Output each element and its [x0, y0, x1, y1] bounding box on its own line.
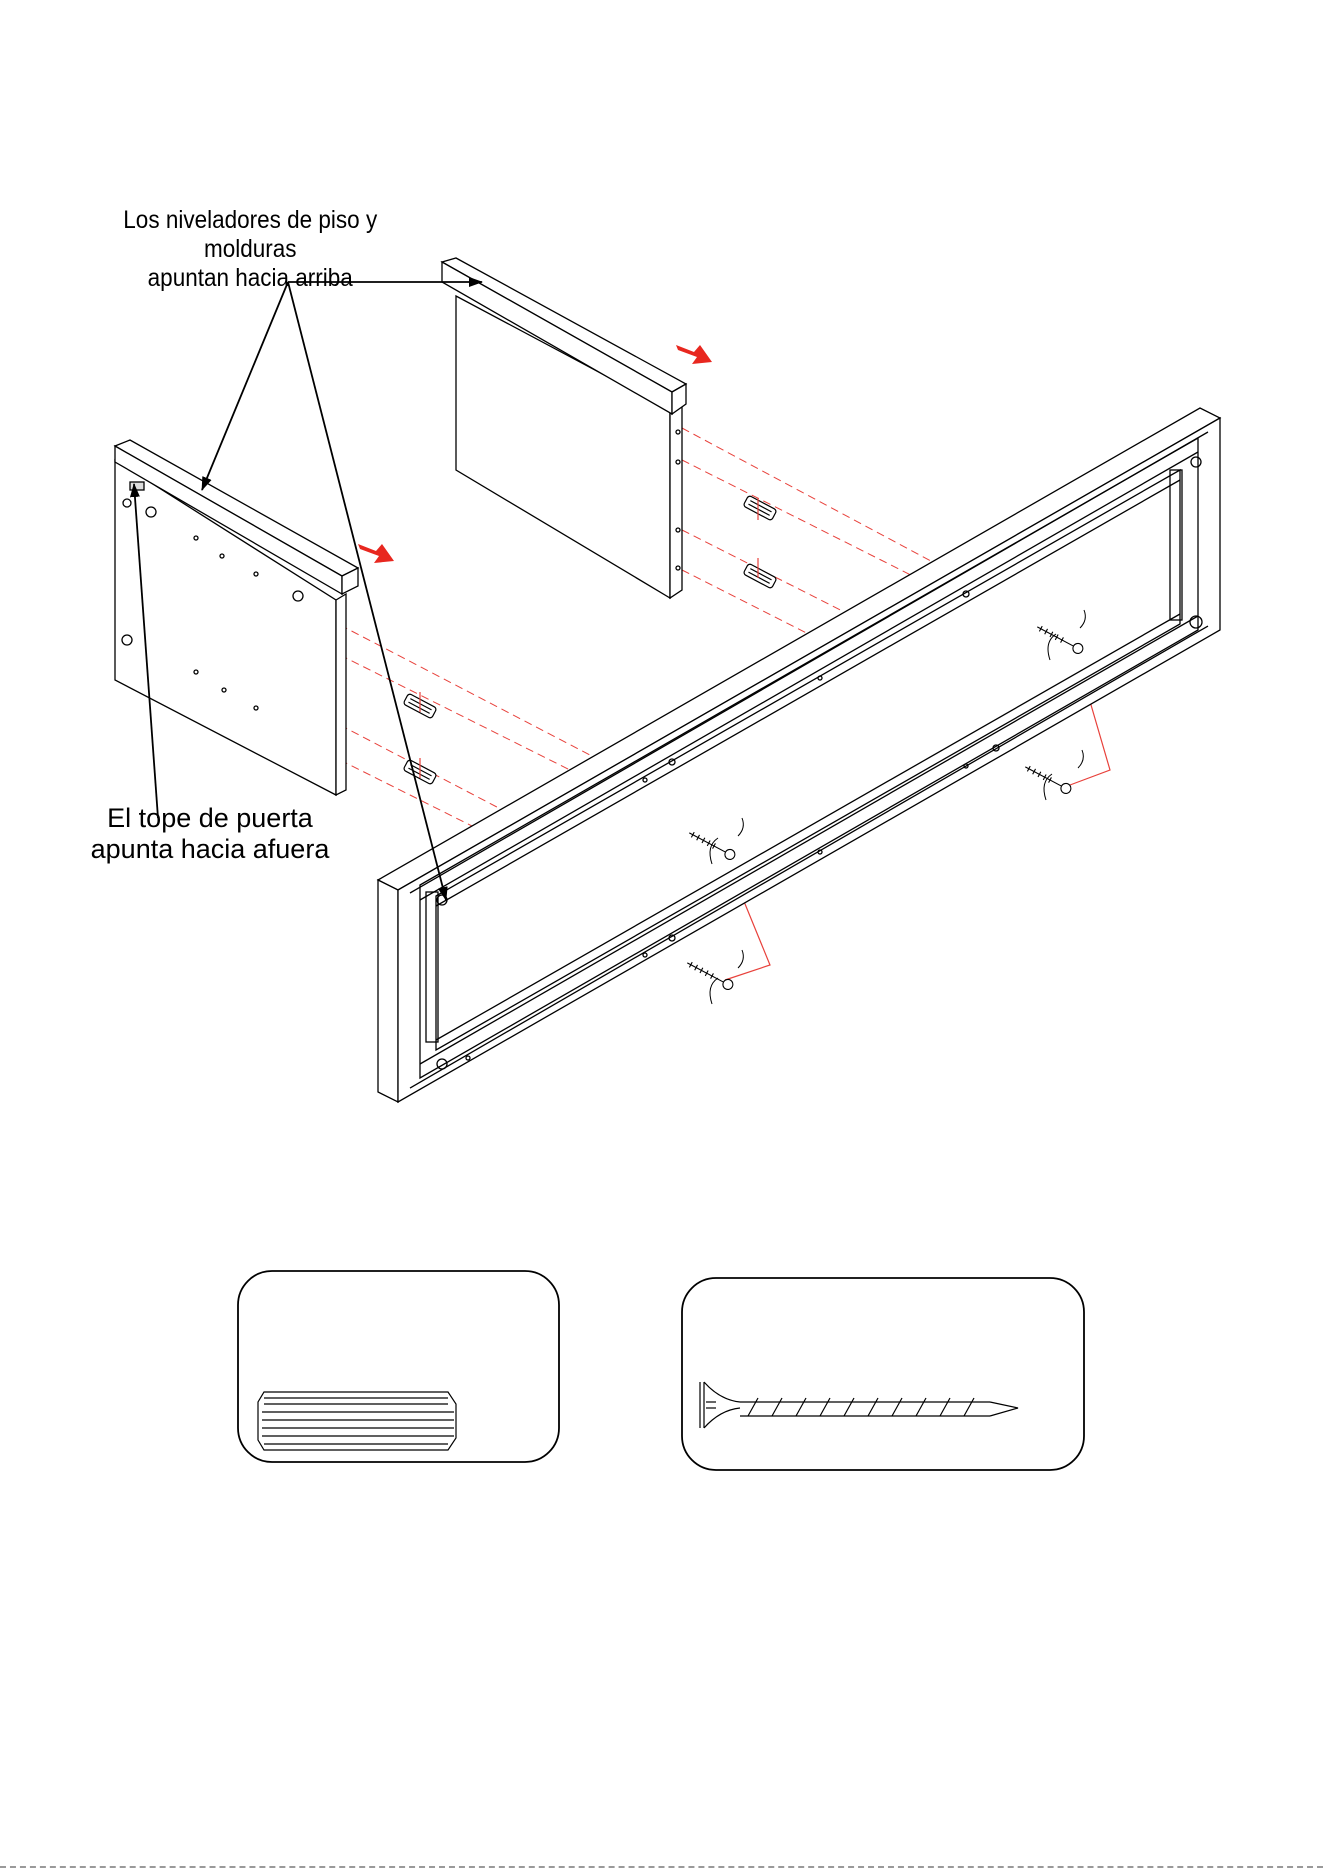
hardware-box-dowel: [238, 1271, 559, 1462]
base-frame: [378, 408, 1220, 1102]
dowel-icon: [258, 1392, 456, 1450]
callout-levelers: [95, 206, 406, 292]
hardware-box-screw: [682, 1278, 1084, 1470]
callout-door-stop-line2: apunta hacia afuera: [90, 834, 330, 865]
side-panel: [115, 440, 358, 795]
page-bottom-rule: [0, 1866, 1323, 1868]
callout-levelers-line2: apuntan hacia arriba: [147, 263, 353, 292]
back-panel: [442, 258, 686, 598]
callout-door-stop: [60, 803, 360, 865]
callout-levelers-line1: Los niveladores de piso y molduras: [123, 206, 378, 263]
callout-door-stop-line1: El tope de puerta: [107, 803, 313, 833]
